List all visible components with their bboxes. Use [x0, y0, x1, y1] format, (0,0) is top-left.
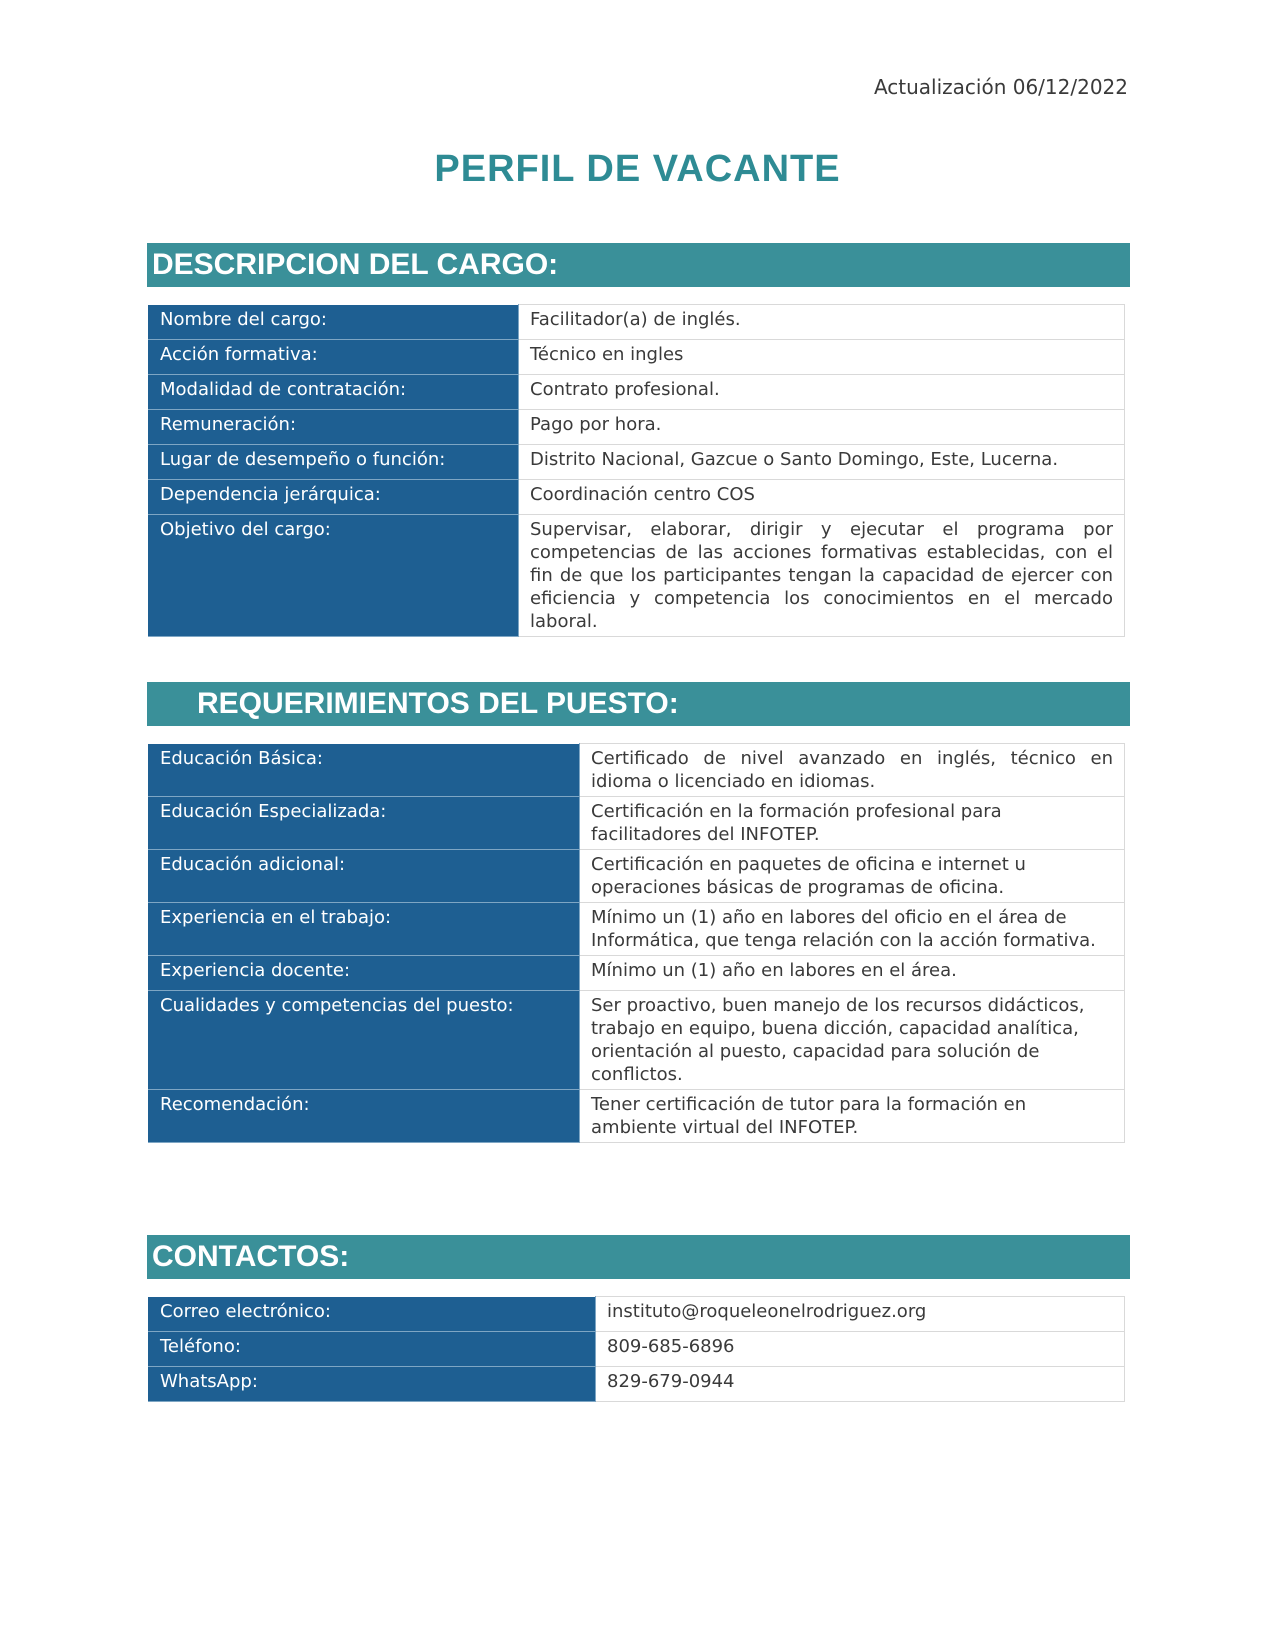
table-row — [149, 1297, 1125, 1332]
table-row — [149, 340, 1125, 375]
table-row — [149, 515, 1125, 637]
row-value: Tener certificación de tutor para la formación en ambiente virtual del INFOTEP. — [580, 1090, 1125, 1143]
table-row — [149, 903, 1125, 956]
row-label: Remuneración: — [149, 410, 519, 445]
row-label: WhatsApp: — [149, 1367, 596, 1402]
row-label: Cualidades y competencias del puesto: — [149, 991, 580, 1090]
update-date: Actualización 06/12/2022 — [873, 75, 1128, 99]
row-value: Contrato profesional. — [519, 375, 1125, 410]
row-label: Experiencia docente: — [149, 956, 580, 991]
section-header-descripcion: DESCRIPCION DEL CARGO: — [147, 243, 1130, 287]
row-value: Coordinación centro COS — [519, 480, 1125, 515]
row-value: Certificado de nivel avanzado en inglés, técnico en idioma o licenciado en idiomas. — [580, 744, 1125, 797]
row-label: Educación adicional: — [149, 850, 580, 903]
row-label: Educación Especializada: — [149, 797, 580, 850]
row-value: Certificación en la formación profesional para facilitadores del INFOTEP. — [580, 797, 1125, 850]
table-row — [149, 797, 1125, 850]
table-row — [149, 956, 1125, 991]
table-row — [149, 410, 1125, 445]
row-label: Educación Básica: — [149, 744, 580, 797]
requerimientos-table — [148, 743, 1125, 1143]
row-label: Lugar de desempeño o función: — [149, 445, 519, 480]
table-row — [149, 850, 1125, 903]
page-title: PERFIL DE VACANTE — [434, 148, 841, 190]
row-value: Facilitador(a) de inglés. — [519, 305, 1125, 340]
row-label: Teléfono: — [149, 1332, 596, 1367]
row-value: Supervisar, elaborar, dirigir y ejecutar el programa por competencias de las acciones formativas establecidas, con el fin de que los participantes tengan la capacidad de ejercer con eficiencia y competencia los conocimientos en el mercado laboral. — [519, 515, 1125, 637]
whatsapp-value: 829-679-0944 — [596, 1367, 1125, 1402]
row-label: Recomendación: — [149, 1090, 580, 1143]
row-value: Mínimo un (1) año en labores del oficio en el área de Informática, que tenga relación con la acción formativa. — [580, 903, 1125, 956]
table-row — [149, 1332, 1125, 1367]
row-value: Pago por hora. — [519, 410, 1125, 445]
row-label: Experiencia en el trabajo: — [149, 903, 580, 956]
table-row — [149, 744, 1125, 797]
phone-value: 809-685-6896 — [596, 1332, 1125, 1367]
table-row — [149, 1367, 1125, 1402]
contactos-table — [148, 1296, 1125, 1402]
email-link[interactable]: instituto@roqueleonelrodriguez.org — [596, 1297, 1125, 1332]
table-row — [149, 375, 1125, 410]
row-label: Dependencia jerárquica: — [149, 480, 519, 515]
section-header-requerimientos: REQUERIMIENTOS DEL PUESTO: — [147, 682, 1130, 726]
table-row — [149, 480, 1125, 515]
table-row — [149, 991, 1125, 1090]
table-row — [149, 445, 1125, 480]
row-value: Distrito Nacional, Gazcue o Santo Domingo, Este, Lucerna. — [519, 445, 1125, 480]
section-header-contactos: CONTACTOS: — [147, 1235, 1130, 1279]
descripcion-table — [148, 304, 1125, 637]
row-label: Nombre del cargo: — [149, 305, 519, 340]
row-value: Ser proactivo, buen manejo de los recursos didácticos, trabajo en equipo, buena dicción, capacidad analítica, orientación al puesto, capacidad para solución de conflictos. — [580, 991, 1125, 1090]
table-row — [149, 305, 1125, 340]
table-row — [149, 1090, 1125, 1143]
row-value: Técnico en ingles — [519, 340, 1125, 375]
row-label: Modalidad de contratación: — [149, 375, 519, 410]
row-value: Certificación en paquetes de oficina e internet u operaciones básicas de programas de oficina. — [580, 850, 1125, 903]
row-label: Acción formativa: — [149, 340, 519, 375]
row-label: Correo electrónico: — [149, 1297, 596, 1332]
row-label: Objetivo del cargo: — [149, 515, 519, 637]
row-value: Mínimo un (1) año en labores en el área. — [580, 956, 1125, 991]
